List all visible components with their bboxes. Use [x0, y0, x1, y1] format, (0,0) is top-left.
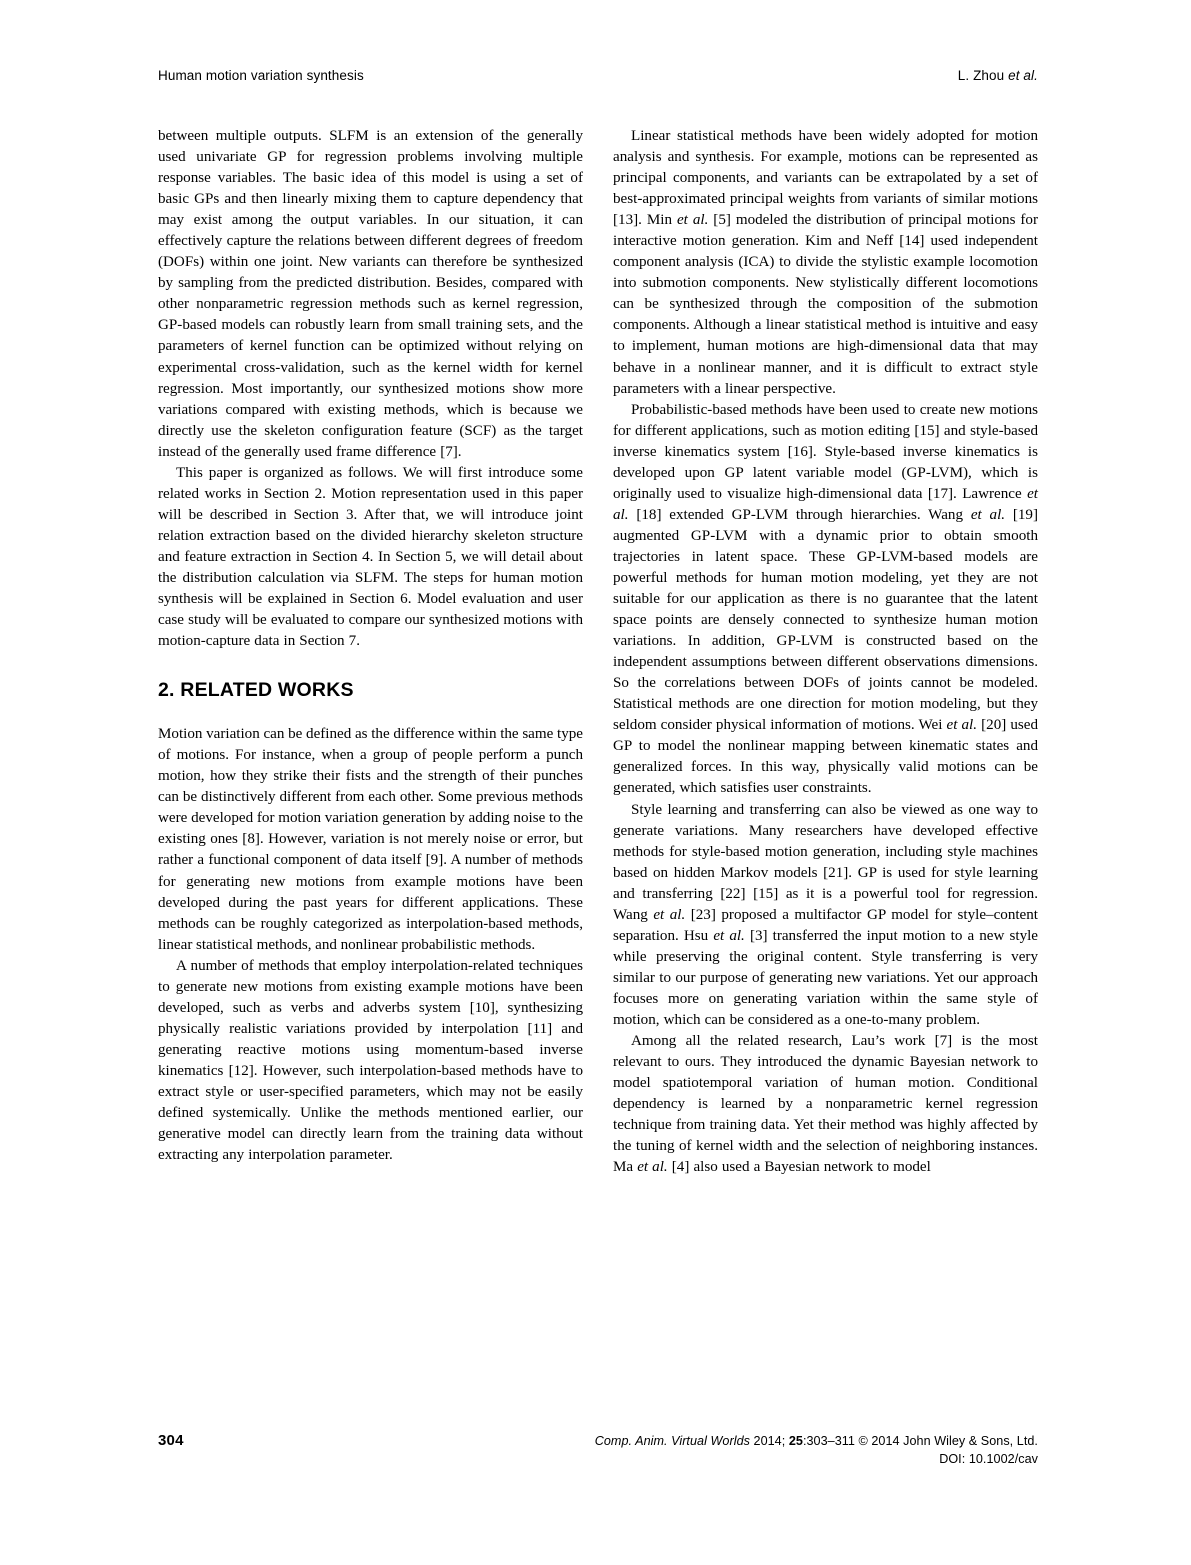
paragraph-r3-part-a: Style learning and transferring can also be viewed as one way to generate variations. Many researchers have developed effective methods for style-based motion generation, including style machines based on hidden Markov models [21]. GP is used for style learning and transferring [22] [15] as it is a powerful tool for regression. Wang: [613, 801, 1038, 923]
paragraph-r2-part-c: [19] augmented GP-LVM with a dynamic prior to obtain smooth trajectories in latent space. These GP-LVM-based models are powerful methods for human motion modeling, yet they are not suitable for our application as there is no guarantee that the latent space points are densely connected to synthesize human motion variations. In addition, GP-LVM is constructed based on the independent assumptions between different observations dimensions. So the correlations between DOFs of joints cannot be modeled. Statistical methods are one direction for motion modeling, but they seldom consider physical information of motions. Wei: [613, 506, 1039, 734]
paragraph-r3-etal-1: et al.: [653, 906, 686, 923]
heading-spacer-bottom: [158, 702, 583, 724]
running-head-author-name: L. Zhou: [957, 68, 1009, 83]
running-head-author: [958, 68, 1038, 83]
left-column: [158, 126, 583, 1396]
running-head-title: Human motion variation synthesis: [158, 68, 364, 83]
doi-line: DOI: 10.1002/cav: [939, 1452, 1038, 1466]
paragraph-l2: This paper is organized as follows. We will first introduce some related works in Section 2. Motion representation used in this paper will be described in Section 3. After that, we will introduce joint relation extraction based on the divided hierarchy skeleton structure and feature extraction in Section 4. In Section 5, we will detail about the distribution calculation via SLFM. The steps for human motion synthesis will be explained in Section 6. Model evaluation and user case study will be evaluated to compare our synthesized motions with motion-capture data in Section 7.: [158, 464, 583, 650]
paragraph-r4-part-b: [4] also used a Bayesian network to model: [667, 1159, 931, 1176]
paragraph-r2-part-b: [18] extended GP-LVM through hierarchies. Wang: [628, 506, 971, 523]
page-footer: [158, 1432, 1038, 1468]
paragraph-l3: Motion variation can be defined as the difference within the same type of motions. For instance, when a group of people perform a punch motion, how they strike their fists and the strength of their punches can be distinctively different from each other. Some previous methods were developed for motion variation generation by adding noise to the existing ones [8]. However, variation is not merely noise or error, but rather a functional component of data itself [9]. A number of methods for generating new motions from example motions have been developed during the past years for different applications. These methods can be roughly categorized as interpolation-based methods, linear statistical methods, and nonlinear probabilistic methods.: [158, 726, 583, 953]
body-columns: [158, 126, 1038, 1396]
paragraph-r1-etal-1: et al.: [676, 212, 709, 229]
paragraph-r4-etal-1: et al.: [637, 1159, 668, 1176]
journal-name: Comp. Anim. Virtual Worlds: [594, 1434, 750, 1448]
right-column: [613, 126, 1038, 1396]
paragraph-r1-part-a: Linear statistical methods have been widely adopted for motion analysis and synthesis. For example, motions can be represented as principal components, and variants can be extrapolated by a set of best-approximated principal weights from variants of similar motions [13]. Min: [613, 128, 1038, 229]
section-heading-related-works: 2. RELATED WORKS: [158, 679, 354, 702]
footer-imprint: [595, 1432, 1038, 1468]
heading-spacer-top: [158, 652, 583, 678]
paragraph-r3: [613, 800, 1038, 1032]
paragraph-r2-etal-1: et al.: [613, 485, 1038, 523]
journal-year: 2014;: [749, 1434, 789, 1448]
running-head: [158, 68, 1038, 83]
paragraph-r4-part-a: Among all the related research, Lau’s work [7] is the most relevant to ours. They introduced the dynamic Bayesian network to model spatiotemporal variation of human motion. Conditional dependency is learned by a nonparametric kernel regression technique from training data. Yet their method was highly affected by the tuning of kernel width and the selection of neighboring instances. Ma: [613, 1033, 1038, 1176]
journal-pages-copyright: :303–311 © 2014 John Wiley & Sons, Ltd.: [802, 1434, 1038, 1448]
paragraph-r4: [613, 1031, 1038, 1178]
paragraph-r1: [613, 126, 1038, 400]
paragraph-r3-part-c: [3] transferred the input motion to a new style while preserving the original content. Style transferring is very similar to our purpose of generating new variations. Yet our approach focuses more on generating variation within the same style of motion, which can be considered as a one-to-many problem.: [613, 927, 1039, 1028]
page-number: 304: [158, 1432, 184, 1449]
paragraph-r3-part-b: [23] proposed a multifactor GP model for style–content separation. Hsu: [613, 906, 1038, 944]
paragraph-r2-etal-3: et al.: [946, 717, 978, 734]
paragraph-l4: A number of methods that employ interpolation-related techniques to generate new motions from existing example motions have been developed, such as verbs and adverbs system [10], synthesizing physically realistic variations provided by interpolation [11] and generating reactive motions using momentum-based inverse kinematics [12]. However, such interpolation-based methods have to extract style or user-specified parameters, which may not be easily defined systemically. Unlike the methods mentioned earlier, our generative model can directly learn from the training data without extracting any interpolation parameter.: [158, 957, 583, 1164]
paragraph-r2-etal-2: et al.: [970, 506, 1006, 523]
paragraph-r2-part-d: [20] used GP to model the nonlinear mapping between kinematic states and generalized forces. In this way, physically valid motions can be generated, which satisfies user constraints.: [613, 717, 1039, 797]
paragraph-r3-etal-2: et al.: [713, 927, 745, 944]
journal-volume: 25: [788, 1434, 803, 1448]
running-head-etal: et al.: [1008, 68, 1038, 83]
paragraph-r1-part-b: [5] modeled the distribution of principal motions for interactive motion generation. Kim and Neff [14] used independent component analysis (ICA) to divide the stylistic example locomotion into submotion components. New stylistically different locomotions can be synthesized through the composition of the submotion components. Although a linear statistical method is intuitive and easy to implement, human motions are high-dimensional data that may behave in a nonlinear manner, and it is difficult to extract style parameters with a linear perspective.: [613, 212, 1039, 397]
paragraph-l1: between multiple outputs. SLFM is an extension of the generally used univariate GP for regression problems involving multiple response variables. The basic idea of this model is using a set of basic GPs and then linearly mixing them to capture dependency that may exist among the output variables. In our situation, it can effectively capture the relations between different degrees of freedom (DOFs) within one joint. New variants can therefore be synthesized by sampling from the predicted distribution. Besides, compared with other nonparametric regression methods such as kernel regression, GP-based models can robustly learn from small training sets, and the parameters of kernel function can be optimized without relying on experimental cross-validation, such as the kernel width for kernel regression. Most importantly, our synthesized motions show more variations compared with existing methods, which is because we directly use the skeleton configuration feature (SCF) as the target instead of the generally used frame difference [7].: [158, 128, 583, 460]
paragraph-r2-part-a: Probabilistic-based methods have been used to create new motions for different applications, such as motion editing [15] and style-based inverse kinematics system [16]. Style-based inverse kinematics is developed upon GP latent variable model (GP-LVM), which is originally used to visualize high-dimensional data [17]. Lawrence: [613, 401, 1038, 502]
paragraph-r2: [613, 400, 1038, 800]
